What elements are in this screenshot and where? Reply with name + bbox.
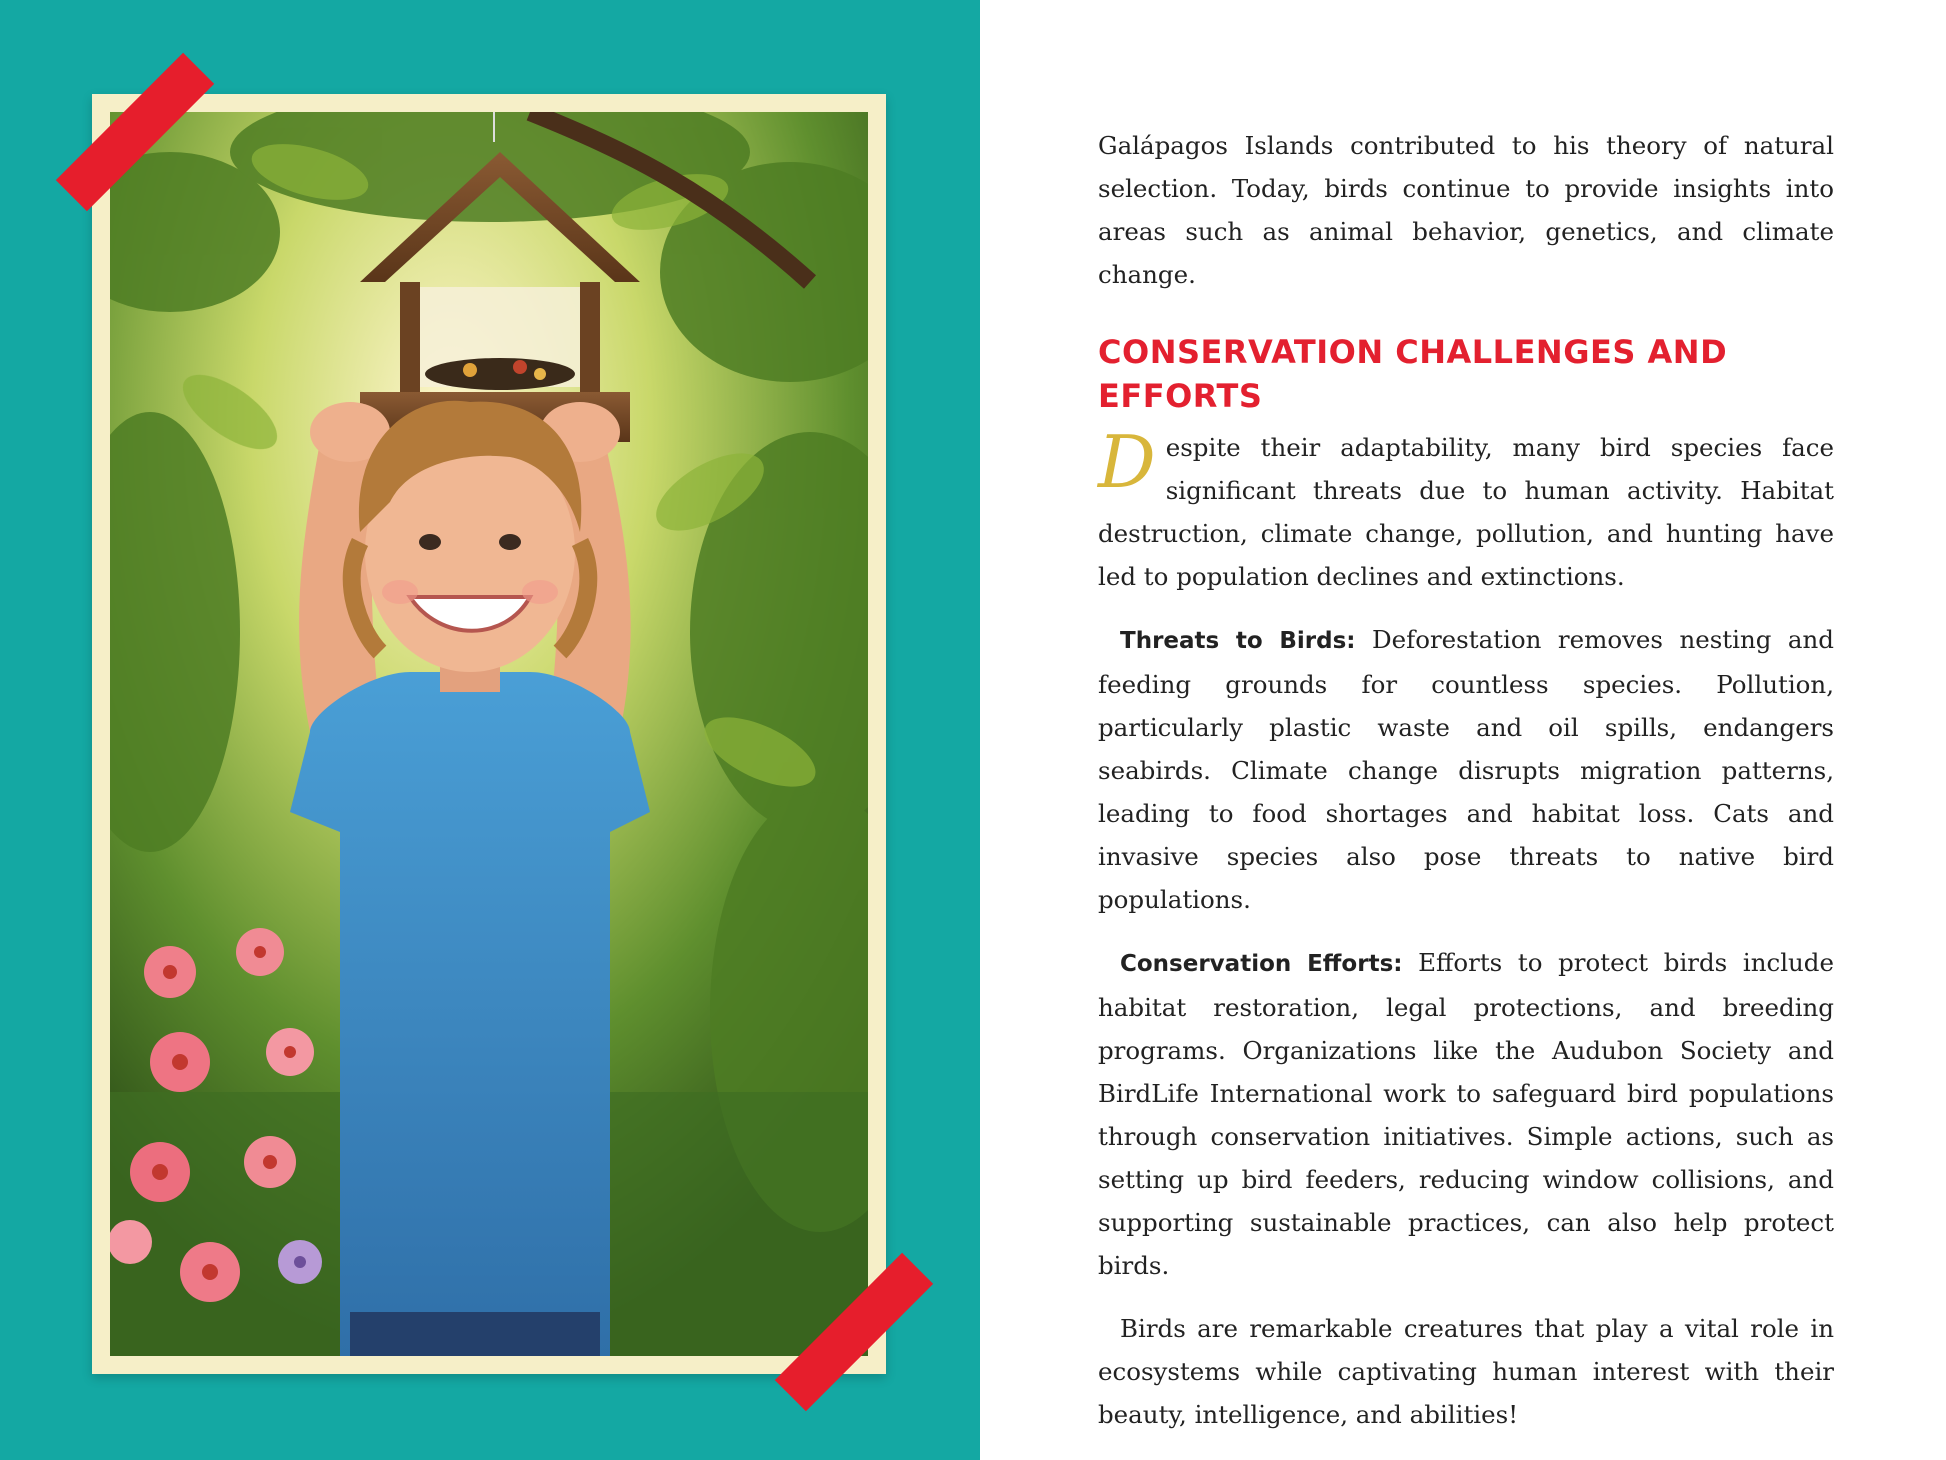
section-heading: CONSERVATION CHALLENGES AND EFFORTS (1098, 333, 1728, 415)
efforts-label: Conservation Efforts: (1120, 951, 1403, 977)
dropcap-letter: D (1098, 420, 1156, 504)
right-page-text (980, 0, 1946, 1460)
illustration-boy-with-bird-feeder (110, 112, 868, 1356)
threats-text: Deforestation removes nesting and feeding grounds for countless species. Pollution, particularly plastic waste and oil spills, endangers seabirds. Climate change disrupts migration patterns, leading to food shortages and habitat loss. Cats and invasive species also pose threats to native bird populations. (1098, 625, 1834, 914)
first-paragraph-text: espite their adaptability, many bird species face significant threats due to human activity. Habitat destruction, climate change, pollution, and hunting have led to population declines and extinctions. (1098, 433, 1834, 591)
closing-paragraph: Birds are remarkable creatures that play a vital role in ecosystems while captivating human interest with their beauty, intelligence, and abilities! (1098, 1314, 1834, 1429)
efforts-paragraph (1098, 941, 1834, 1287)
threats-label: Threats to Birds: (1120, 628, 1356, 654)
intro-paragraph: Galápagos Islands contributed to his theory of natural selection. Today, birds continue to provide insights into areas such as animal behavior, genetics, and climate change. (1098, 131, 1834, 289)
efforts-text: Efforts to protect birds include habitat restoration, legal protections, and breeding programs. Organizations like the Audubon Society and BirdLife International work to safeguard bird populations through conservation initiatives. Simple actions, such as setting up bird feeders, reducing window collisions, and supporting sustainable practices, can also help protect birds. (1098, 948, 1834, 1280)
text-column (1098, 124, 1834, 1436)
threats-paragraph (1098, 618, 1834, 921)
first-paragraph (1098, 420, 1834, 598)
